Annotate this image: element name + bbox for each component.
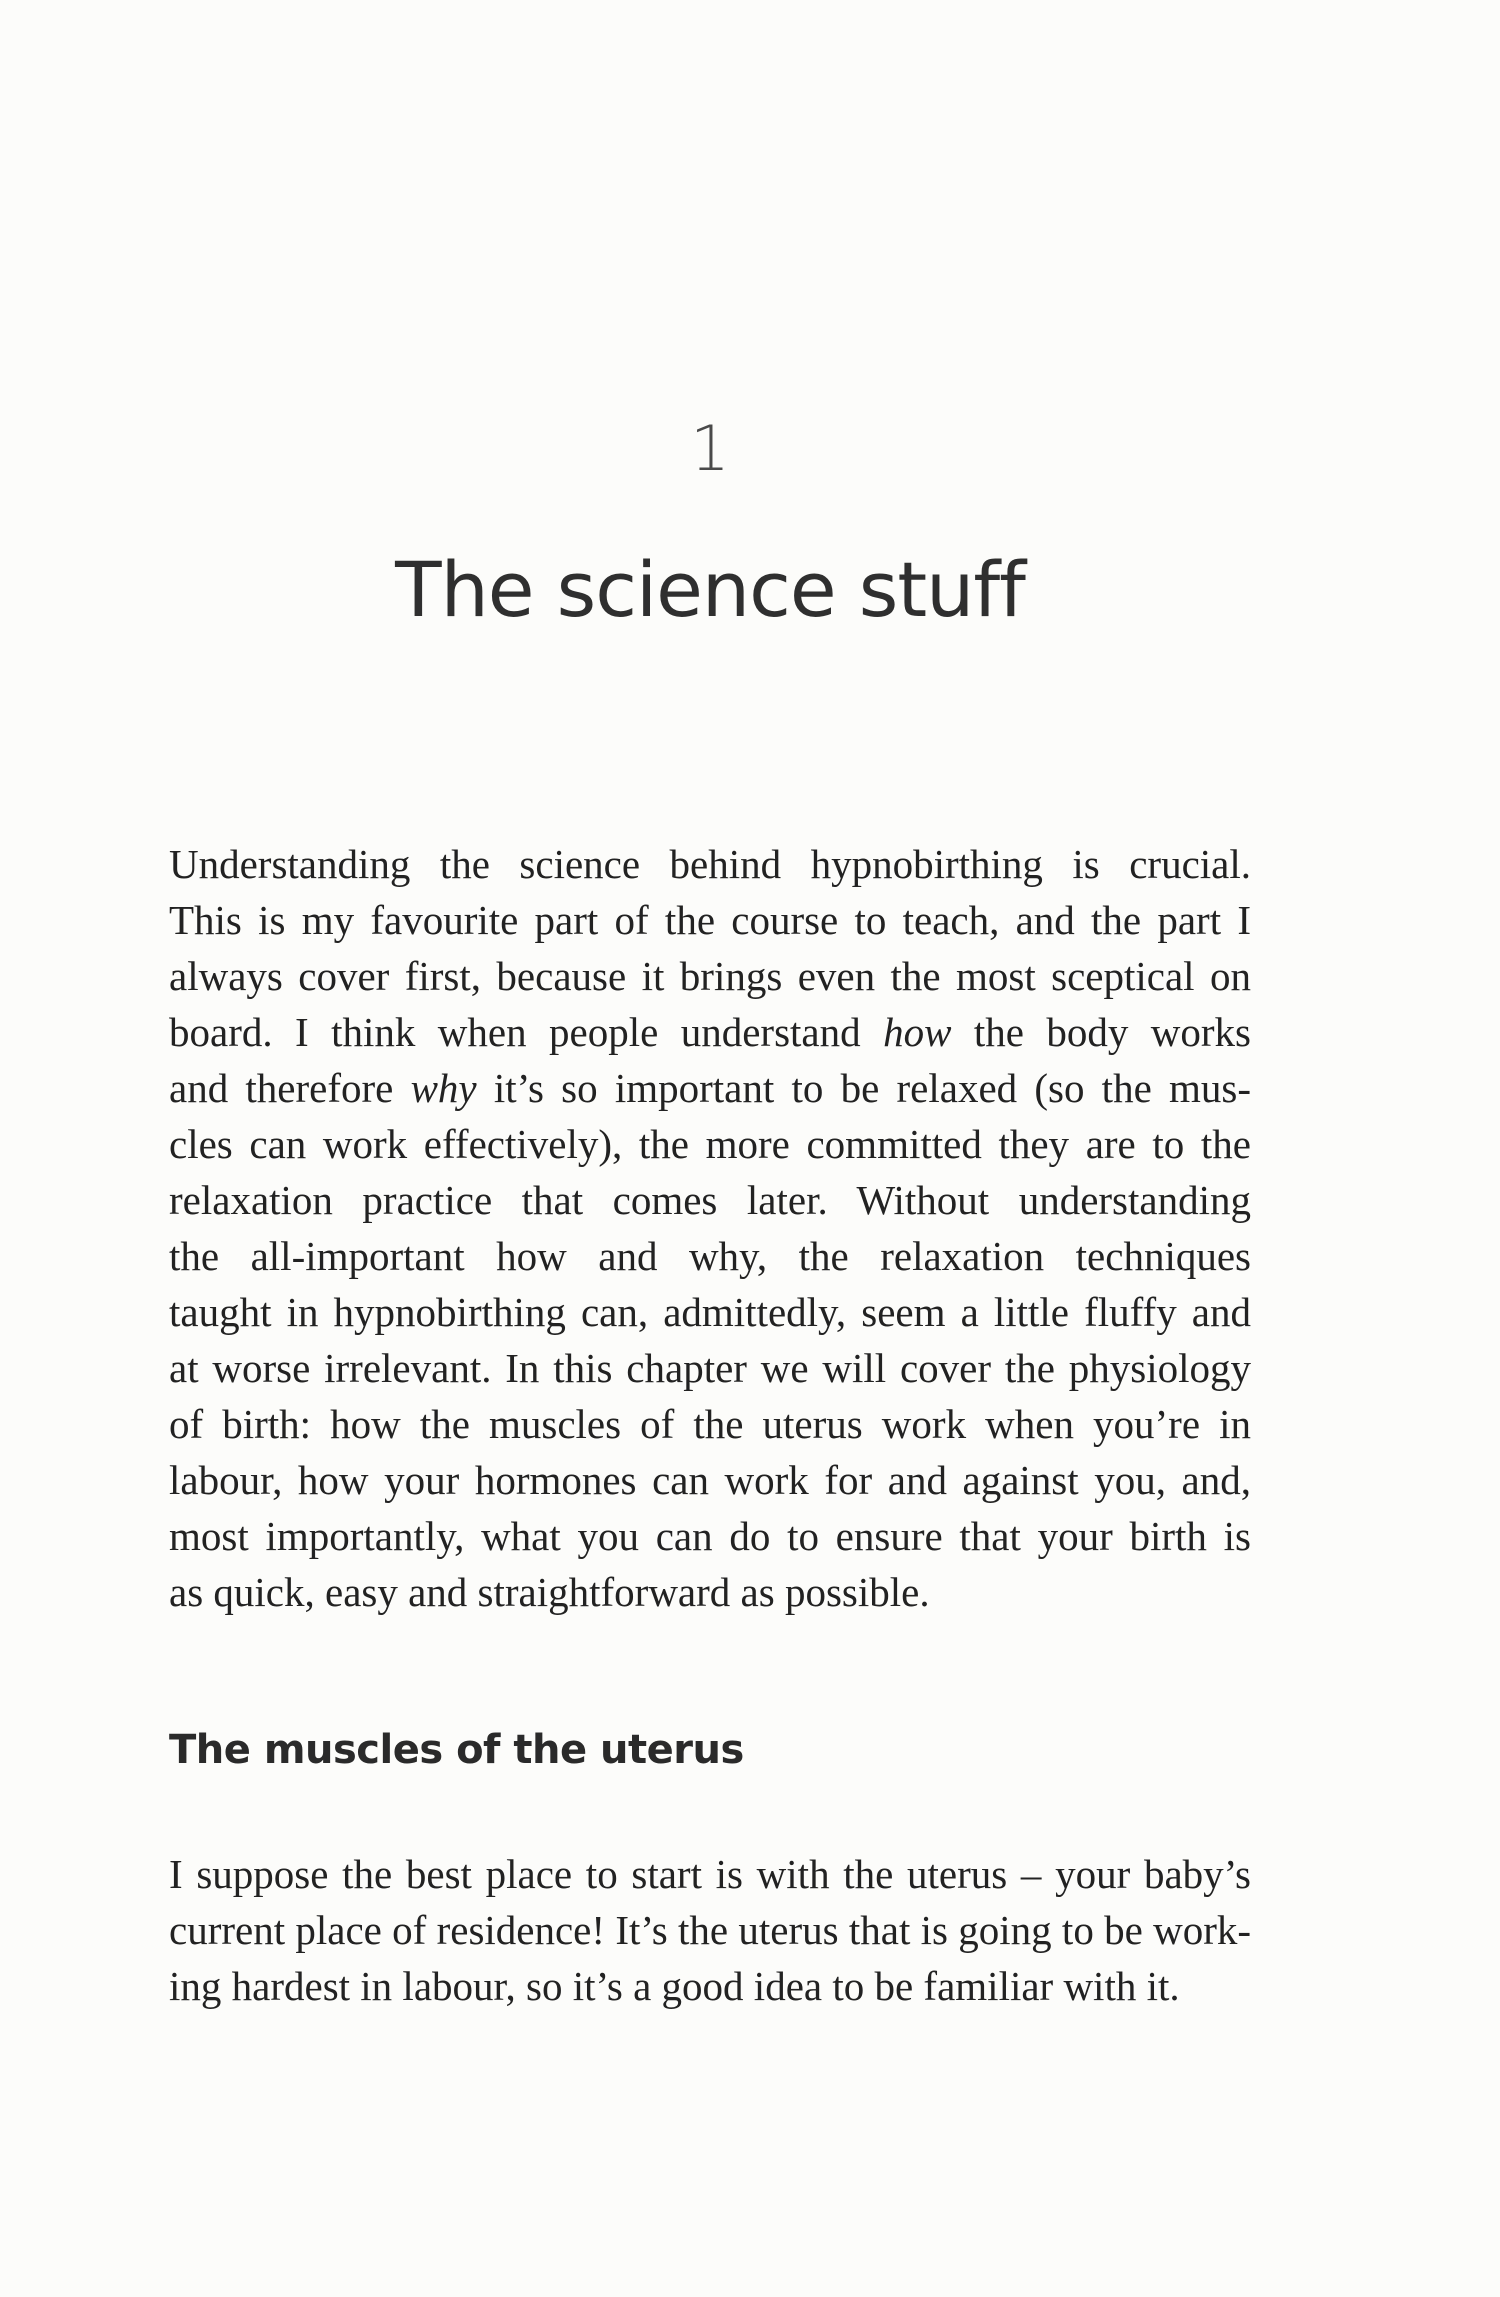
text-line: Understanding the science behind hypnobirthing is crucial.	[169, 841, 1251, 887]
text-line: the all-important how and why, the relaxation techniques	[169, 1233, 1251, 1279]
text-line: most importantly, what you can do to ensure that your birth is	[169, 1513, 1251, 1559]
text-line: board. I think when people understand how the body works	[169, 1009, 1251, 1055]
text-line: labour, how your hormones can work for and against you, and,	[169, 1457, 1251, 1503]
text-line: relaxation practice that comes later. Without understanding	[169, 1177, 1251, 1223]
chapter-title: The science stuff	[395, 545, 1025, 634]
text-line: and therefore why it’s so important to be relaxed (so the mus-	[169, 1065, 1251, 1111]
section-paragraph	[169, 1846, 1251, 2014]
text-line: at worse irrelevant. In this chapter we will cover the physiology	[169, 1345, 1251, 1391]
text-line: I suppose the best place to start is with the uterus – your baby’s	[169, 1851, 1251, 1897]
section-heading: The muscles of the uterus	[169, 1727, 744, 1773]
intro-paragraph	[169, 836, 1251, 1620]
text-line: cles can work effectively), the more committed they are to the	[169, 1121, 1251, 1167]
text-line: This is my favourite part of the course to teach, and the part I	[169, 897, 1251, 943]
text-line: of birth: how the muscles of the uterus work when you’re in	[169, 1401, 1251, 1447]
text-line: taught in hypnobirthing can, admittedly, seem a little fluffy and	[169, 1289, 1251, 1335]
emphasis-how: how	[883, 1009, 952, 1055]
text-line: as quick, easy and straightforward as possible.	[169, 1569, 930, 1615]
text-line: always cover first, because it brings even the most sceptical on	[169, 953, 1251, 999]
text-line: current place of residence! It’s the uterus that is going to be work-	[169, 1907, 1251, 1953]
chapter-number: 1	[690, 412, 730, 485]
emphasis-why: why	[410, 1065, 477, 1111]
text-line: ing hardest in labour, so it’s a good idea to be familiar with it.	[169, 1963, 1180, 2009]
